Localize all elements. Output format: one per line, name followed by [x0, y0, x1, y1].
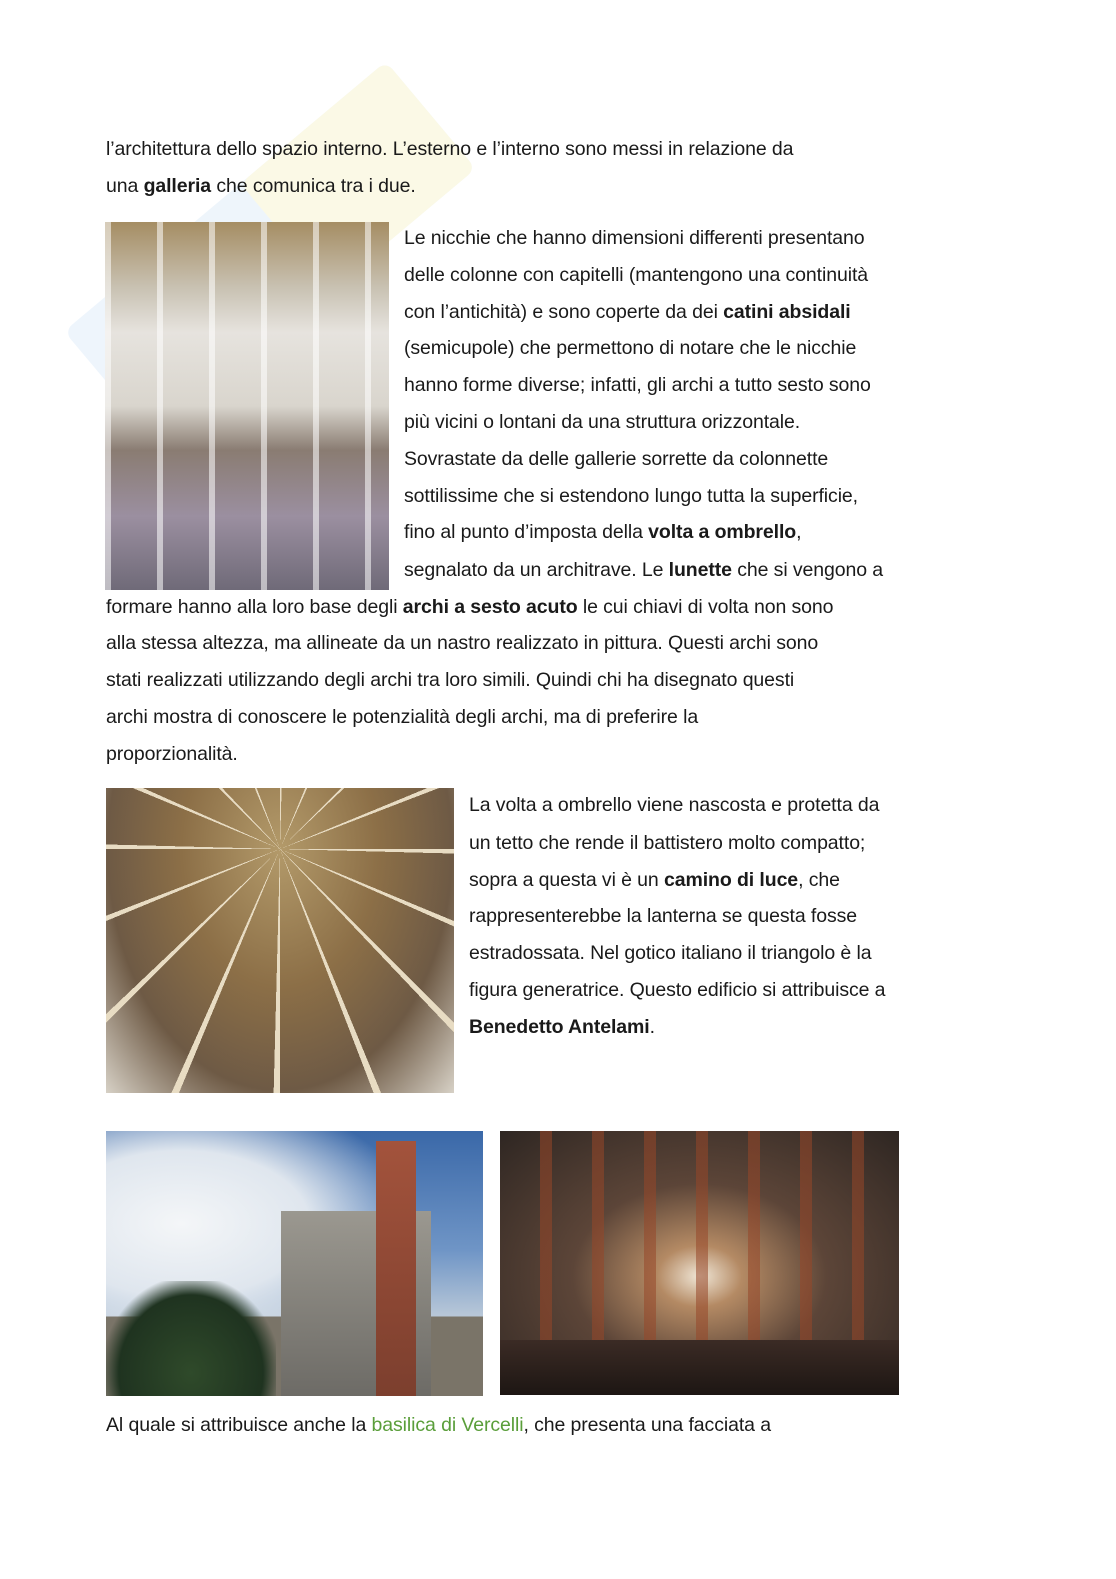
text-line [106, 667, 794, 693]
text-segment: La volta a ombrello viene nascosta e protetta da [469, 794, 880, 816]
bold-term: lunette [668, 559, 732, 581]
text-segment: . [649, 1016, 655, 1038]
text-segment: che comunica tra i due. [211, 175, 416, 197]
text-segment: più vicini o lontani da una struttura orizzontale. [404, 411, 801, 433]
text-segment: formare hanno alla loro base degli [106, 596, 403, 618]
text-line [404, 372, 871, 398]
bold-term: catini absidali [723, 301, 851, 323]
text-segment: , [796, 521, 802, 543]
text-segment: sopra a questa vi è un [469, 869, 664, 891]
text-line [469, 1014, 655, 1040]
text-segment: sottilissime che si estendono lungo tutta la superficie, [404, 485, 858, 507]
text-line [106, 173, 416, 199]
text-line [404, 262, 868, 288]
text-segment: estradossata. Nel gotico italiano il triangolo è la [469, 942, 872, 964]
text-segment: un tetto che rende il battistero molto compatto; [469, 832, 866, 854]
text-line [106, 704, 698, 730]
text-segment: Sovrastate da delle gallerie sorrette da colonnette [404, 448, 829, 470]
text-line [106, 630, 818, 656]
trees [106, 1281, 276, 1396]
text-segment: figura generatrice. Questo edificio si attribuisce a [469, 979, 886, 1001]
baptistery-interior-photo [105, 222, 389, 590]
bold-term: Benedetto Antelami [469, 1016, 650, 1038]
text-segment: l’architettura dello spazio interno. L’esterno e l’interno sono messi in relazione da [106, 138, 794, 160]
text-segment: segnalato da un architrave. Le [404, 559, 669, 581]
bold-term: archi a sesto acuto [402, 596, 578, 618]
text-line [106, 594, 833, 620]
text-segment: fino al punto d’imposta della [404, 521, 649, 543]
text-segment: che si vengono a [731, 559, 884, 581]
text-line [469, 977, 885, 1003]
text-line [404, 225, 865, 251]
text-line [404, 519, 801, 545]
text-line [404, 409, 800, 435]
text-segment: , che presenta una facciata a [523, 1414, 771, 1436]
pews [500, 1340, 899, 1395]
basilica-link[interactable]: basilica di Vercelli [371, 1414, 524, 1436]
text-line [469, 792, 879, 818]
basilica-interior-photo [500, 1131, 899, 1395]
text-line [404, 335, 856, 361]
text-line [469, 830, 865, 856]
bold-term: camino di luce [664, 869, 799, 891]
text-line [404, 299, 851, 325]
text-line [106, 741, 238, 767]
bold-term: galleria [143, 175, 212, 197]
basilica-exterior-photo [106, 1131, 483, 1396]
text-line [404, 483, 858, 509]
text-segment: hanno forme diverse; infatti, gli archi a tutto sesto sono [404, 374, 871, 396]
text-line [404, 557, 883, 583]
bell-tower [376, 1141, 416, 1396]
text-line [106, 136, 793, 162]
bold-term: volta a ombrello [648, 521, 797, 543]
text-line [469, 903, 857, 929]
text-segment: una [106, 175, 144, 197]
text-segment: stati realizzati utilizzando degli archi tra loro simili. Quindi chi ha disegnato questi [106, 669, 795, 691]
text-segment: le cui chiavi di volta non sono [577, 596, 834, 618]
text-segment: delle colonne con capitelli (mantengono una continuità [404, 264, 869, 286]
text-segment: rappresenterebbe la lanterna se questa fosse [469, 905, 858, 927]
text-line [404, 446, 828, 472]
text-segment: con l’antichità) e sono coperte da dei [404, 301, 724, 323]
umbrella-vault-photo [106, 788, 454, 1093]
text-line [106, 1412, 771, 1438]
text-line [469, 867, 840, 893]
text-segment: , che [798, 869, 840, 891]
text-segment: proporzionalità. [106, 743, 238, 765]
text-line [469, 940, 871, 966]
text-segment: alla stessa altezza, ma allineate da un nastro realizzato in pittura. Questi archi sono [106, 632, 819, 654]
text-segment: archi mostra di conoscere le potenzialità degli archi, ma di preferire la [106, 706, 699, 728]
text-segment: Le nicchie che hanno dimensioni differenti presentano [404, 227, 865, 249]
text-segment: Al quale si attribuisce anche la [106, 1414, 372, 1436]
text-segment: (semicupole) che permettono di notare che le nicchie [404, 337, 857, 359]
